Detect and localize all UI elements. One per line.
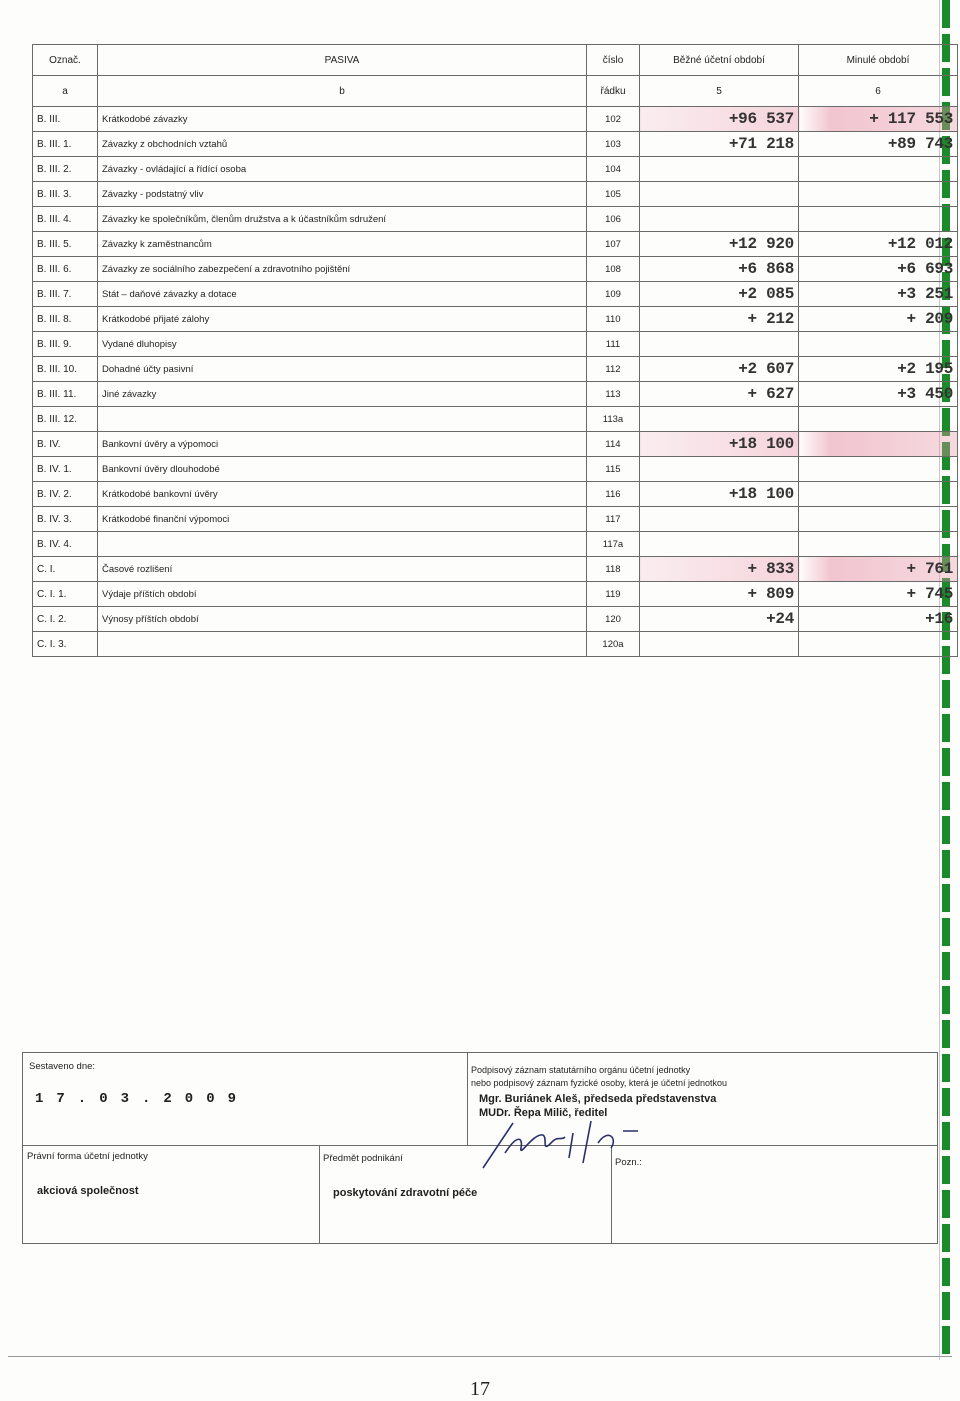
row-oznaceni: B. IV. 2. xyxy=(33,482,98,507)
row-current-period: + 809 xyxy=(640,582,799,607)
table-row xyxy=(33,257,958,282)
row-label: Závazky - ovládající a řídící osoba xyxy=(98,157,587,182)
table-row xyxy=(33,182,958,207)
row-previous-period xyxy=(799,507,958,532)
row-previous-period: + 117 553 xyxy=(799,107,958,132)
row-previous-period xyxy=(799,457,958,482)
predmet-label: Předmět podnikání xyxy=(323,1153,403,1164)
pravni-forma-label: Právní forma účetní jednotky xyxy=(27,1151,148,1162)
col-sub-5: 5 xyxy=(640,76,799,107)
table-row xyxy=(33,432,958,457)
row-current-period xyxy=(640,207,799,232)
row-label: Výdaje příštích období xyxy=(98,582,587,607)
table-header-row xyxy=(33,45,958,76)
row-number: 104 xyxy=(587,157,640,182)
row-previous-period xyxy=(799,482,958,507)
row-oznaceni: B. III. 10. xyxy=(33,357,98,382)
page-number: 17 xyxy=(470,1378,490,1400)
table-row xyxy=(33,532,958,557)
row-label xyxy=(98,632,587,657)
row-oznaceni: B. III. 2. xyxy=(33,157,98,182)
row-current-period xyxy=(640,332,799,357)
table-row xyxy=(33,607,958,632)
row-previous-period: +16 xyxy=(799,607,958,632)
footer-box xyxy=(22,1052,938,1244)
row-current-period xyxy=(640,532,799,557)
row-previous-period xyxy=(799,407,958,432)
table-row xyxy=(33,457,958,482)
row-oznaceni: B. III. 5. xyxy=(33,232,98,257)
row-number: 120a xyxy=(587,632,640,657)
row-previous-period xyxy=(799,432,958,457)
row-current-period: +71 218 xyxy=(640,132,799,157)
poznamka-label: Pozn.: xyxy=(615,1157,642,1168)
date-value: 17.03.2009 xyxy=(35,1091,250,1107)
row-current-period xyxy=(640,407,799,432)
row-oznaceni: B. IV. 4. xyxy=(33,532,98,557)
row-oznaceni: B. III. xyxy=(33,107,98,132)
podpis-label-1: Podpisový záznam statutárního orgánu účetní jednotky xyxy=(471,1065,691,1075)
table-row xyxy=(33,157,958,182)
row-label: Krátkodobé přijaté zálohy xyxy=(98,307,587,332)
row-previous-period xyxy=(799,632,958,657)
row-label: Krátkodobé bankovní úvěry xyxy=(98,482,587,507)
row-current-period xyxy=(640,507,799,532)
row-number: 119 xyxy=(587,582,640,607)
row-previous-period xyxy=(799,532,958,557)
row-current-period: +96 537 xyxy=(640,107,799,132)
row-current-period: +18 100 xyxy=(640,482,799,507)
table-row xyxy=(33,332,958,357)
row-current-period: +6 868 xyxy=(640,257,799,282)
row-number: 115 xyxy=(587,457,640,482)
row-oznaceni: B. III. 9. xyxy=(33,332,98,357)
row-previous-period xyxy=(799,182,958,207)
row-number: 117 xyxy=(587,507,640,532)
table-row xyxy=(33,357,958,382)
row-previous-period xyxy=(799,332,958,357)
row-number: 114 xyxy=(587,432,640,457)
row-previous-period xyxy=(799,157,958,182)
row-current-period: + 833 xyxy=(640,557,799,582)
row-oznaceni: C. I. 3. xyxy=(33,632,98,657)
bottom-rule xyxy=(8,1356,952,1357)
table-row xyxy=(33,132,958,157)
row-oznaceni: B. IV. 3. xyxy=(33,507,98,532)
row-label: Závazky ke společníkům, členům družstva a k účastníkům sdružení xyxy=(98,207,587,232)
row-current-period xyxy=(640,157,799,182)
col-header-minule: Minulé období xyxy=(799,45,958,76)
row-current-period: +12 920 xyxy=(640,232,799,257)
row-current-period: +2 085 xyxy=(640,282,799,307)
predmet-value: poskytování zdravotní péče xyxy=(333,1187,478,1199)
row-label: Závazky ze sociálního zabezpečení a zdravotního pojištění xyxy=(98,257,587,282)
row-previous-period xyxy=(799,207,958,232)
row-number: 102 xyxy=(587,107,640,132)
row-label: Výnosy příštích období xyxy=(98,607,587,632)
row-number: 113 xyxy=(587,382,640,407)
table-row xyxy=(33,482,958,507)
col-sub-6: 6 xyxy=(799,76,958,107)
table-row xyxy=(33,232,958,257)
balance-sheet-liabilities-table xyxy=(32,44,958,657)
row-oznaceni: B. III. 12. xyxy=(33,407,98,432)
table-row xyxy=(33,107,958,132)
row-oznaceni: B. IV. xyxy=(33,432,98,457)
row-current-period xyxy=(640,632,799,657)
row-number: 109 xyxy=(587,282,640,307)
row-oznaceni: C. I. xyxy=(33,557,98,582)
row-number: 120 xyxy=(587,607,640,632)
row-previous-period: + 745 xyxy=(799,582,958,607)
row-label xyxy=(98,532,587,557)
row-label: Závazky z obchodních vztahů xyxy=(98,132,587,157)
row-number: 111 xyxy=(587,332,640,357)
sestaveno-label: Sestaveno dne: xyxy=(29,1061,96,1072)
row-previous-period: +6 693 xyxy=(799,257,958,282)
row-current-period: +2 607 xyxy=(640,357,799,382)
row-number: 108 xyxy=(587,257,640,282)
row-number: 107 xyxy=(587,232,640,257)
col-header-cislo: číslo xyxy=(587,45,640,76)
row-number: 106 xyxy=(587,207,640,232)
col-header-oznac: Označ. xyxy=(33,45,98,76)
row-label xyxy=(98,407,587,432)
row-label: Časové rozlišení xyxy=(98,557,587,582)
row-label: Jiné závazky xyxy=(98,382,587,407)
row-previous-period: + 209 xyxy=(799,307,958,332)
row-number: 118 xyxy=(587,557,640,582)
handwritten-signature xyxy=(473,1113,703,1173)
row-current-period xyxy=(640,182,799,207)
row-current-period: + 627 xyxy=(640,382,799,407)
table-subheader-row xyxy=(33,76,958,107)
row-label: Dohadné účty pasivní xyxy=(98,357,587,382)
row-current-period xyxy=(640,457,799,482)
row-number: 117a xyxy=(587,532,640,557)
table-row xyxy=(33,407,958,432)
row-oznaceni: B. III. 8. xyxy=(33,307,98,332)
row-label: Vydané dluhopisy xyxy=(98,332,587,357)
row-label: Závazky - podstatný vliv xyxy=(98,182,587,207)
col-sub-b: b xyxy=(98,76,587,107)
row-oznaceni: C. I. 2. xyxy=(33,607,98,632)
table-row xyxy=(33,582,958,607)
row-oznaceni: B. III. 4. xyxy=(33,207,98,232)
row-previous-period: +89 743 xyxy=(799,132,958,157)
row-label: Krátkodobé finanční výpomoci xyxy=(98,507,587,532)
row-number: 105 xyxy=(587,182,640,207)
table-row xyxy=(33,557,958,582)
row-oznaceni: C. I. 1. xyxy=(33,582,98,607)
podpis-label-2: nebo podpisový záznam fyzické osoby, která je účetní jednotkou xyxy=(471,1078,727,1088)
table-row xyxy=(33,307,958,332)
table-row xyxy=(33,632,958,657)
col-sub-a: a xyxy=(33,76,98,107)
row-previous-period: +2 195 xyxy=(799,357,958,382)
row-oznaceni: B. III. 1. xyxy=(33,132,98,157)
row-number: 116 xyxy=(587,482,640,507)
row-label: Krátkodobé závazky xyxy=(98,107,587,132)
row-number: 112 xyxy=(587,357,640,382)
signer-1: Mgr. Buriánek Aleš, předseda představenstva xyxy=(479,1093,717,1105)
row-number: 103 xyxy=(587,132,640,157)
row-label: Stát – daňové závazky a dotace xyxy=(98,282,587,307)
row-number: 113a xyxy=(587,407,640,432)
signer-2: MUDr. Řepa Milič, ředitel xyxy=(479,1107,608,1119)
row-oznaceni: B. III. 3. xyxy=(33,182,98,207)
row-label: Závazky k zaměstnancům xyxy=(98,232,587,257)
row-current-period: + 212 xyxy=(640,307,799,332)
row-oznaceni: B. IV. 1. xyxy=(33,457,98,482)
col-header-bezne: Běžné účetní období xyxy=(640,45,799,76)
row-oznaceni: B. III. 7. xyxy=(33,282,98,307)
table-row xyxy=(33,382,958,407)
row-current-period: +18 100 xyxy=(640,432,799,457)
row-oznaceni: B. III. 11. xyxy=(33,382,98,407)
col-header-pasiva: PASIVA xyxy=(98,45,587,76)
pravni-forma-value: akciová společnost xyxy=(37,1185,139,1197)
table-row xyxy=(33,207,958,232)
table-row xyxy=(33,507,958,532)
row-previous-period: +3 450 xyxy=(799,382,958,407)
col-sub-radku: řádku xyxy=(587,76,640,107)
row-current-period: +24 xyxy=(640,607,799,632)
row-oznaceni: B. III. 6. xyxy=(33,257,98,282)
row-number: 110 xyxy=(587,307,640,332)
row-label: Bankovní úvěry a výpomoci xyxy=(98,432,587,457)
row-previous-period: +3 251 xyxy=(799,282,958,307)
row-previous-period: +12 012 xyxy=(799,232,958,257)
row-previous-period: + 761 xyxy=(799,557,958,582)
row-label: Bankovní úvěry dlouhodobé xyxy=(98,457,587,482)
table-row xyxy=(33,282,958,307)
